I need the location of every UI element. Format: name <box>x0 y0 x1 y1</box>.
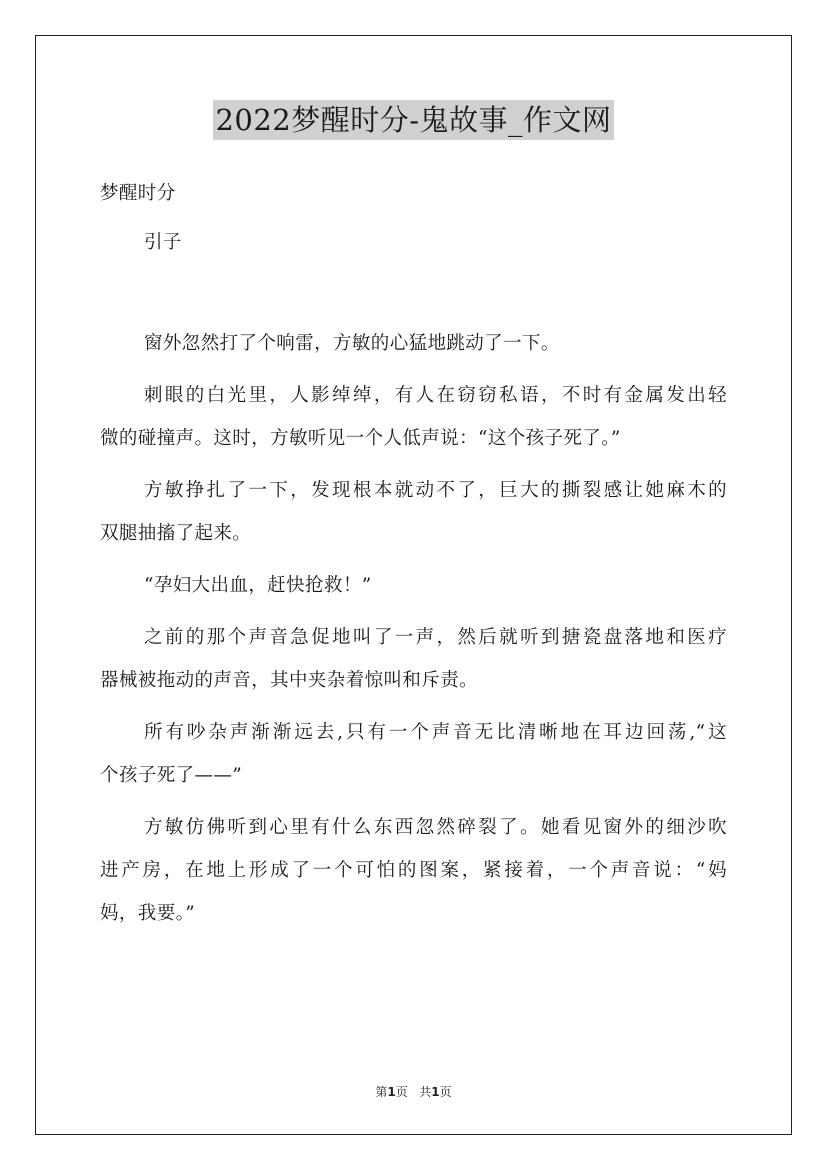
paragraph-line: 个孩子死了——” <box>100 765 243 786</box>
paragraph-line: 微的碰撞声。这时，方敏听见一个人低声说：“这个孩子死了。” <box>100 428 621 449</box>
page-label-prefix: 第 <box>375 1085 388 1099</box>
paragraph <box>100 374 727 460</box>
paragraph-line: 方敏仿佛听到心里有什么东西忽然碎裂了。她看见窗外的细沙吹 <box>144 817 727 838</box>
paragraph-line: 妈，我要。” <box>100 903 196 924</box>
paragraph-line: 器械被拖动的声音，其中夹杂着惊叫和斥责。 <box>100 670 479 691</box>
document-title: 2022梦醒时分-鬼故事_作文网 <box>213 100 613 140</box>
page-number: 1 <box>387 1085 396 1099</box>
total-prefix: 共 <box>419 1085 432 1099</box>
paragraph-line: 进产房，在地上形成了一个可怕的图案，紧接着，一个声音说：“妈 <box>100 860 727 881</box>
paragraph-line: 方敏挣扎了一下，发现根本就动不了，巨大的撕裂感让她麻木的 <box>144 480 727 501</box>
paragraph <box>100 322 727 365</box>
paragraph-line: 刺眼的白光里，人影绰绰，有人在窃窃私语，不时有金属发出轻 <box>144 385 727 406</box>
paragraph-line: 双腿抽搐了起来。 <box>100 523 252 544</box>
paragraph-line: 之前的那个声音急促地叫了一声，然后就听到搪瓷盘落地和医疗 <box>144 627 727 648</box>
paragraph-line: 所有吵杂声渐渐远去,只有一个声音无比清晰地在耳边回荡,“这 <box>144 722 727 743</box>
prologue-heading: 引子 <box>144 232 182 253</box>
page-footer <box>0 1083 827 1100</box>
paragraph <box>100 711 727 797</box>
document-subtitle: 梦醒时分 <box>100 183 176 204</box>
total-pages: 1 <box>431 1085 440 1099</box>
page-label-suffix: 页 <box>395 1085 408 1099</box>
total-suffix: 页 <box>439 1085 452 1099</box>
paragraph <box>100 616 727 702</box>
title-container <box>0 100 827 140</box>
paragraph <box>100 564 727 607</box>
paragraph <box>100 469 727 555</box>
paragraph-line: “孕妇大出血，赶快抢救！” <box>144 575 372 596</box>
paragraph-line: 窗外忽然打了个响雷，方敏的心猛地跳动了一下。 <box>144 333 560 354</box>
paragraph <box>100 806 727 935</box>
document-body <box>100 172 727 935</box>
